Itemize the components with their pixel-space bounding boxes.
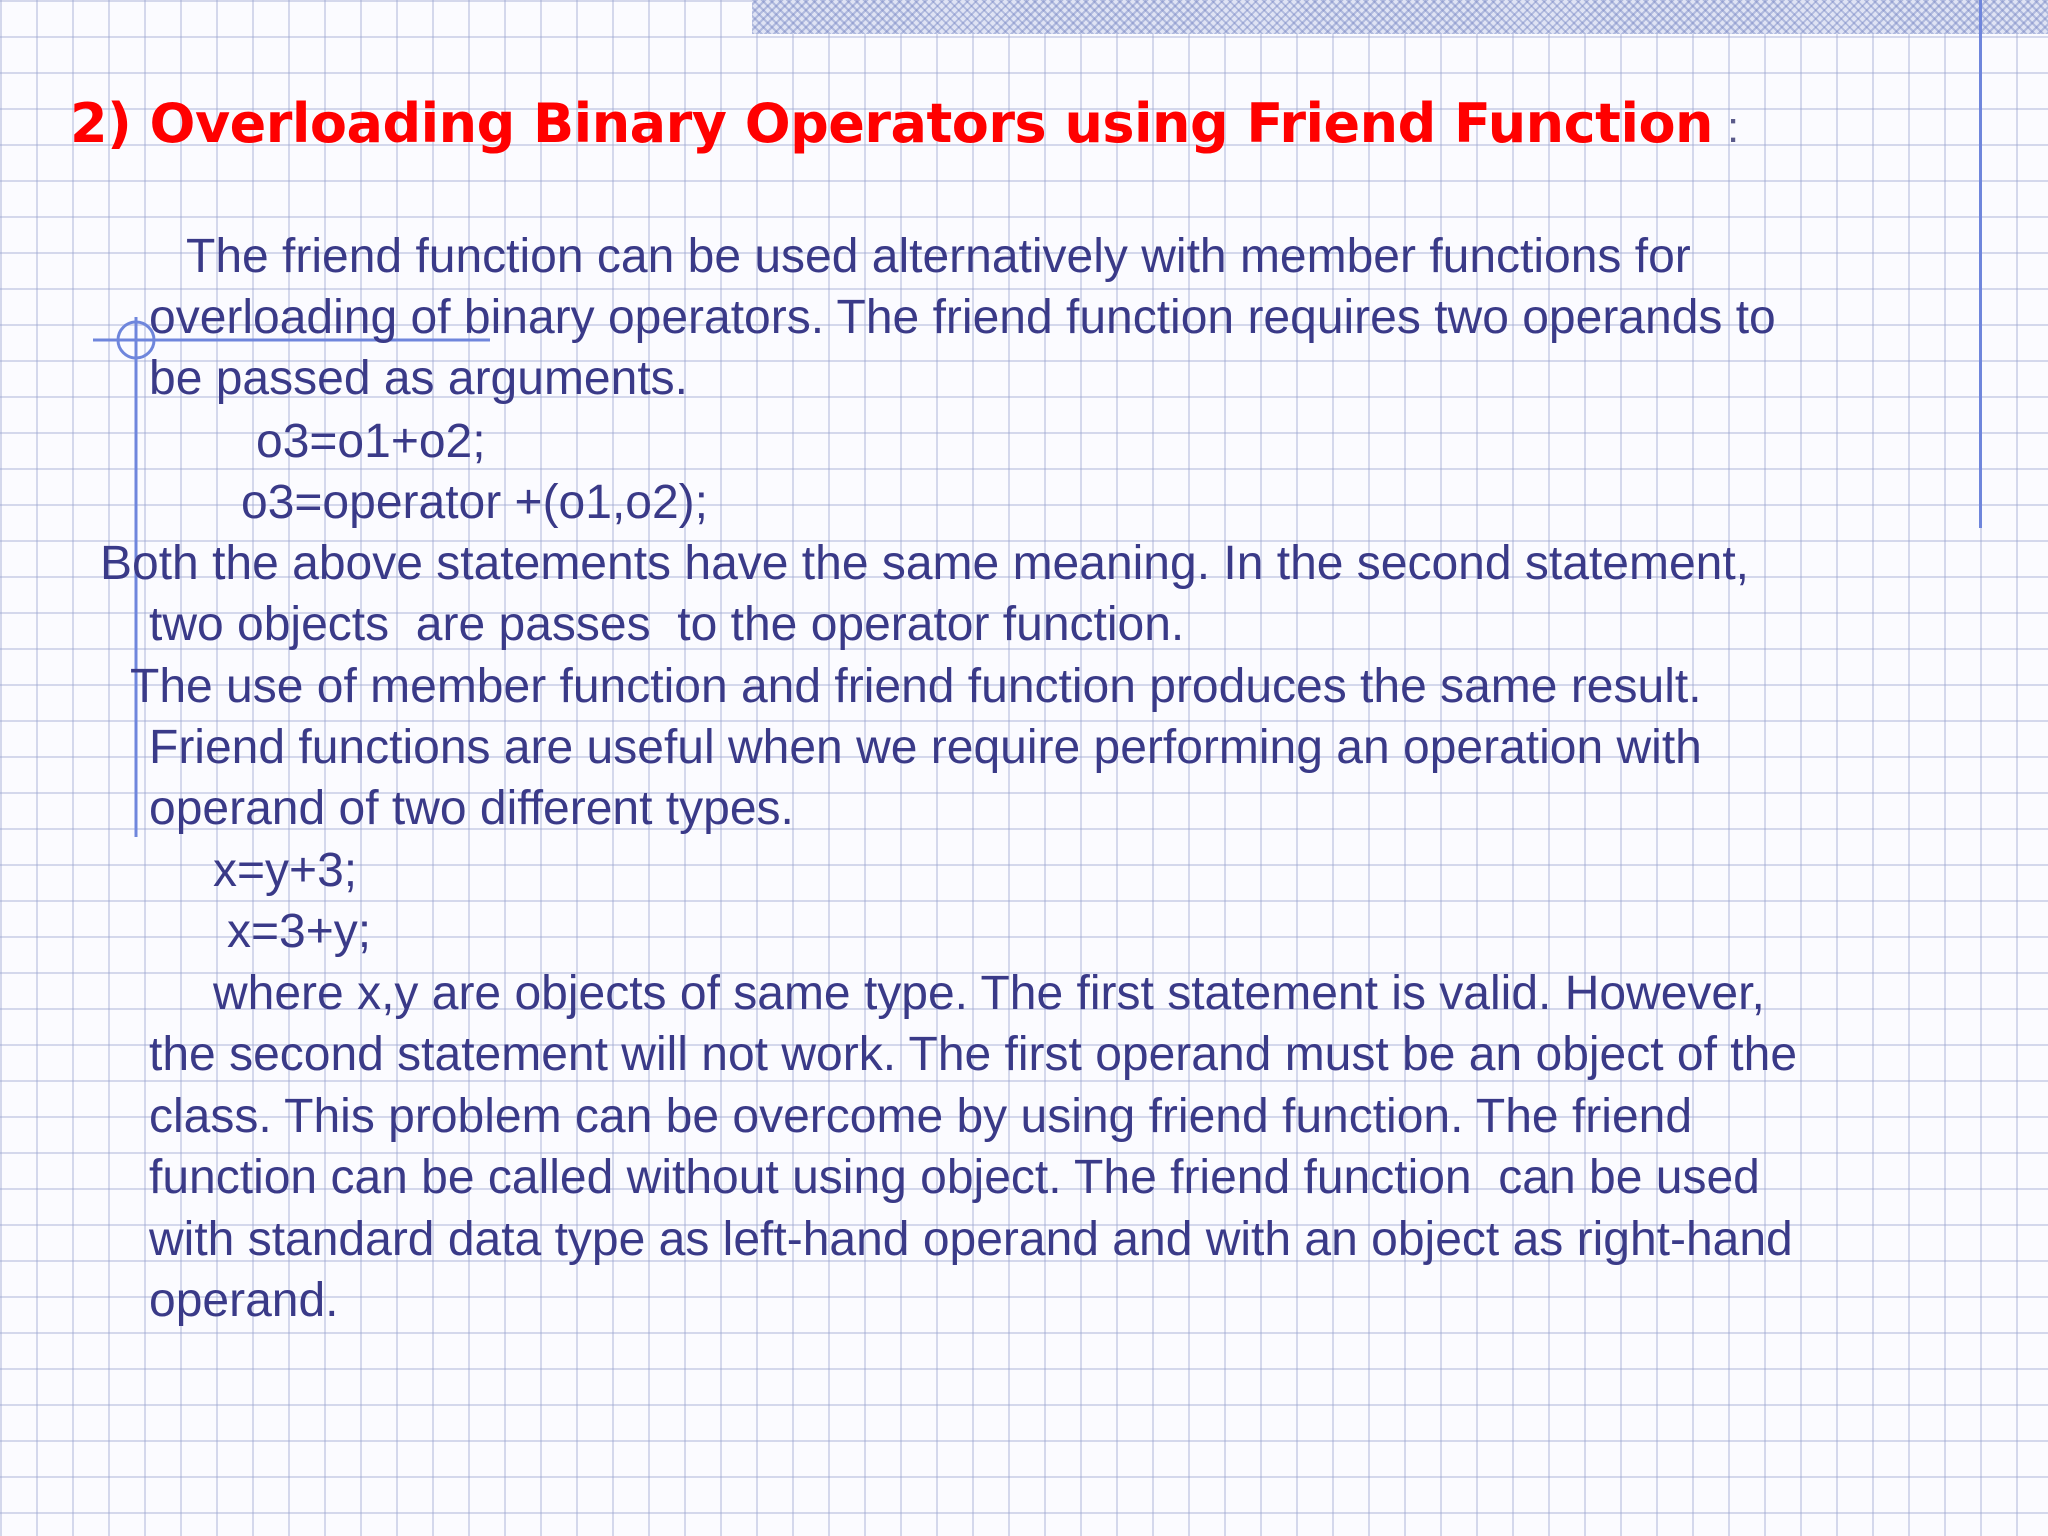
slide-title xyxy=(70,92,1739,155)
body-line-2: overloading of binary operators. The friend function requires two operands to xyxy=(149,291,1776,344)
body-line-1: The friend function can be used alternatively with member functions for xyxy=(186,230,1691,283)
code-line-o3-operator: o3=operator +(o1,o2); xyxy=(241,476,708,529)
slide-title-text: 2) Overloading Binary Operators using Friend Function xyxy=(70,92,1713,155)
body-line-17: with standard data type as left-hand operand and with an object as right-hand xyxy=(149,1213,1793,1266)
slide-title-colon: : xyxy=(1727,103,1739,152)
body-line-9: Friend functions are useful when we require performing an operation with xyxy=(149,721,1702,774)
code-line-o3-plus: o3=o1+o2; xyxy=(256,415,486,468)
code-line-x-y-plus-3: x=y+3; xyxy=(213,844,358,897)
body-line-14: the second statement will not work. The first operand must be an object of the xyxy=(149,1028,1798,1081)
body-line-3: be passed as arguments. xyxy=(149,352,688,405)
decorative-top-band xyxy=(752,0,2048,34)
body-line-6: Both the above statements have the same meaning. In the second statement, xyxy=(100,537,1750,590)
body-line-18: operand. xyxy=(149,1274,339,1327)
body-line-10: operand of two different types. xyxy=(149,782,794,835)
body-line-7: two objects are passes to the operator function. xyxy=(149,598,1185,651)
body-line-15: class. This problem can be overcome by using friend function. The friend xyxy=(149,1090,1693,1143)
code-line-x-3-plus-y: x=3+y; xyxy=(227,905,372,958)
body-line-13: where x,y are objects of same type. The first statement is valid. However, xyxy=(213,967,1765,1020)
body-line-16: function can be called without using object. The friend function can be used xyxy=(149,1151,1760,1204)
body-line-8: The use of member function and friend function produces the same result. xyxy=(130,660,1702,713)
decorative-right-line xyxy=(1979,0,1982,528)
